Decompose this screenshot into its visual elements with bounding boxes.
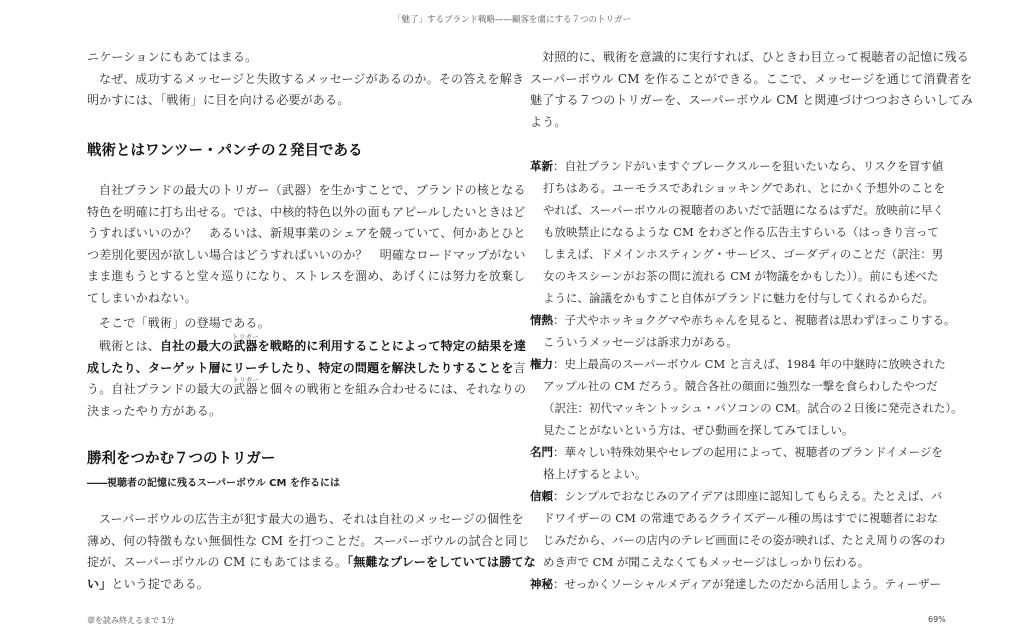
text-line: つ差別化要因が欲しい場合はどうすればいいのか？ 明確なロードマップがない — [87, 247, 526, 262]
text-line: 対照的に、戦術を意識的に実行すれば、ひときわ目立って視聴者の記憶に残る — [542, 50, 970, 64]
tactics-def-bold-2: を戦略的に利用することによって特定の結果を達 — [257, 339, 527, 353]
trigger-text: こういうメッセージは訴求力がある。 — [543, 335, 738, 349]
weapon-with-ruby — [232, 376, 259, 401]
trigger-item — [530, 485, 950, 573]
trigger-text: ：シンプルでおなじみのアイデアは即座に認知してもらえる。たとえば、バ — [553, 489, 943, 503]
text-line: そこで「戦術」の登場である。 — [99, 316, 270, 330]
text-line — [530, 573, 950, 595]
trigger-text: 見たことがないという方は、ぜひ動画を探してみてほしい。 — [543, 423, 854, 437]
trigger-text: ：自社ブランドがいますぐブレークスルーを狙いたいなら、リスクを冒す値 — [553, 159, 944, 173]
text-line: 決まったやり方がある。 — [87, 403, 222, 418]
trigger-text: しまえば、ドメインホスティング・サービス、ゴーダディのことだ（訳注：男 — [543, 247, 944, 261]
text-line — [530, 287, 950, 309]
weapon-ruby: トリガー — [232, 333, 259, 341]
trigger-text: 女のキスシーンがお茶の間に流れる CM が物議をかもした））。前にも述べた — [543, 269, 939, 283]
trigger-item — [530, 155, 950, 309]
trigger-term: 信頼 — [530, 489, 553, 503]
bold-quote: い」 — [87, 576, 112, 591]
section-heading-seven-triggers: 勝利をつかむ７つのトリガー — [87, 451, 276, 467]
text-line: スーパーボウル CM を作ることができる。ここで、メッセージを通じて消費者を — [530, 71, 973, 86]
text-line — [530, 243, 950, 265]
text-line — [530, 507, 950, 529]
trigger-text: （訳注：初代マッキントッシュ・パソコンの CM。試合の２日後に発売された）。 — [543, 401, 963, 415]
trigger-text: ：せっかくソーシャルメディアが発達したのだから活用しよう。ティーザー — [553, 577, 942, 591]
tactics-def-bold-1: 自社の最大の — [160, 339, 234, 353]
trigger-text: やれば、スーパーボウルの視聴者のあいだで話題になるはずだ。放映前に早く — [543, 203, 945, 217]
left-paragraph-3 — [87, 313, 507, 335]
trigger-term: 権力 — [530, 357, 553, 371]
text-fragment: う。自社ブランドの最大の — [87, 382, 234, 396]
text-line — [530, 419, 950, 441]
trigger-text: ：子犬やホッキョクグマや赤ちゃんを見ると、視聴者は思わずほっこりする。 — [553, 313, 956, 327]
tactics-def-bold-3: 成したり、ターゲット層にリーチしたり、特定の問題を解決したりすることを — [87, 360, 514, 375]
text-line: てしまいかねない。 — [87, 290, 197, 305]
book-title-header: 「魅了」するブランド戦略——顧客を虜にする７つのトリガー — [393, 15, 631, 25]
tactics-def-lead: 戦術とは、 — [99, 339, 161, 353]
weapon-word: 武器 — [233, 382, 258, 396]
text-line — [530, 441, 950, 463]
trigger-item — [530, 573, 950, 595]
trigger-item — [530, 441, 950, 485]
text-line: 薄め、何の特徴もない無個性な CM を打つことだ。スーパーボウルの試合と同じ — [87, 533, 530, 548]
text-fragment: 掟が、スーパーボウルの CM にもあてはまる。 — [87, 555, 348, 569]
bold-quote: 「無難なプレーをしていては勝てな — [347, 555, 536, 569]
trigger-text: 格上げするとよい。 — [543, 467, 647, 481]
text-line: まま進もうとすると堂々巡りになり、ストレスを溜め、あげくには努力を放棄し — [87, 269, 526, 283]
text-line — [530, 353, 950, 375]
text-fragment: という掟である。 — [111, 576, 210, 591]
text-line — [530, 397, 963, 419]
weapon-word: 武器 — [233, 339, 258, 353]
text-line — [530, 309, 956, 331]
text-line — [530, 155, 950, 177]
trigger-term: 革新 — [530, 159, 553, 173]
left-paragraph-2 — [87, 180, 526, 309]
weapon-ruby: トリガー — [232, 376, 259, 384]
text-line — [530, 221, 950, 243]
text-line — [530, 177, 950, 199]
trigger-text: ：華々しい特殊効果やセレブの起用によって、視聴者のブランドイメージを — [553, 445, 943, 459]
trigger-item — [530, 309, 956, 353]
text-line — [530, 529, 950, 551]
text-line — [530, 265, 950, 287]
section-subtitle: ――視聴者の記憶に残るスーパーボウル CM を作るには — [87, 478, 340, 489]
text-line — [87, 376, 527, 401]
text-line — [87, 552, 536, 574]
text-line: なぜ、成功するメッセージと失敗するメッセージがあるのか。その答えを解き — [99, 71, 525, 86]
text-line — [530, 463, 950, 485]
trigger-text: めき声で CM が聞こえなくてもメッセージはしっかり伝わる。 — [543, 555, 870, 569]
text-line — [87, 574, 507, 596]
text-line — [530, 485, 950, 507]
text-fragment: と個々の戦術とを組み合わせるには、それなりの — [257, 382, 527, 396]
trigger-text: も放映禁止になるような CM をわざと作る広告主すらいる（はっきり言って — [543, 225, 939, 239]
text-fragment: 言 — [513, 360, 526, 375]
text-line: ニケーションにもあてはまる。 — [87, 50, 258, 64]
left-paragraph-5 — [87, 509, 536, 595]
text-line: 特色を明確に打ち出せる。では、中核的特色以外の面もアピールしたいときはど — [87, 204, 526, 219]
left-paragraph-1 — [87, 47, 525, 112]
trigger-text: ：史上最高のスーパーボウル CM と言えば、1984 年の中継時に放映された — [553, 357, 946, 371]
text-line: スーパーボウルの広告主が犯す最大の過ち、それは自社のメッセージの個性を — [99, 512, 524, 526]
trigger-text: ドワイザーの CM の常連であるクライズデール種の馬はすでに視聴者におな — [543, 511, 938, 525]
trigger-item — [530, 353, 963, 441]
left-paragraph-4 — [87, 333, 527, 422]
text-line — [87, 358, 526, 380]
triggers-list — [530, 155, 963, 595]
trigger-text: アップル社の CM だろう。競合各社の顔面に強烈な一撃を食らわしたやつだ — [543, 379, 938, 393]
trigger-text: ように、論議をかもすこと自体がブランドに魅力を付与してくれるからだ。 — [543, 291, 934, 305]
text-line: よう。 — [530, 114, 567, 129]
text-line: 魅了する７つのトリガーを、スーパーボウル CM と関連づけつつおさらいしてみ — [530, 93, 974, 107]
section-heading-tactics: 戦術とはワンツー・パンチの２発目である — [87, 143, 363, 159]
text-line: 明かすには、「戦術」に目を向ける必要がある。 — [87, 93, 350, 107]
text-line — [530, 331, 950, 353]
text-line — [87, 333, 527, 358]
right-paragraph-1 — [530, 47, 974, 133]
trigger-term: 情熱 — [530, 313, 553, 327]
trigger-term: 神秘 — [530, 577, 553, 591]
text-line — [530, 375, 950, 397]
trigger-text: じみだから、バーの店内のテレビ画面にその姿が映れば、たとえ周りの客のわ — [543, 533, 946, 547]
trigger-term: 名門 — [530, 445, 553, 459]
text-line: 自社ブランドの最大のトリガー（武器）を生かすことで、ブランドの核となる — [99, 183, 526, 197]
text-line: うすればいいのか？ あるいは、新規事業のシェアを競っていて、何かあとひと — [87, 226, 526, 240]
text-line — [530, 551, 950, 573]
chapter-time-remaining: 章を読み終えるまで 1分 — [87, 616, 175, 625]
text-line — [530, 199, 950, 221]
trigger-text: 打ちはある。ユーモラスであれショッキングであれ、とにかく予想外のことを — [543, 181, 946, 195]
weapon-with-ruby — [232, 333, 259, 358]
reading-progress-percent: 69% — [928, 615, 946, 624]
